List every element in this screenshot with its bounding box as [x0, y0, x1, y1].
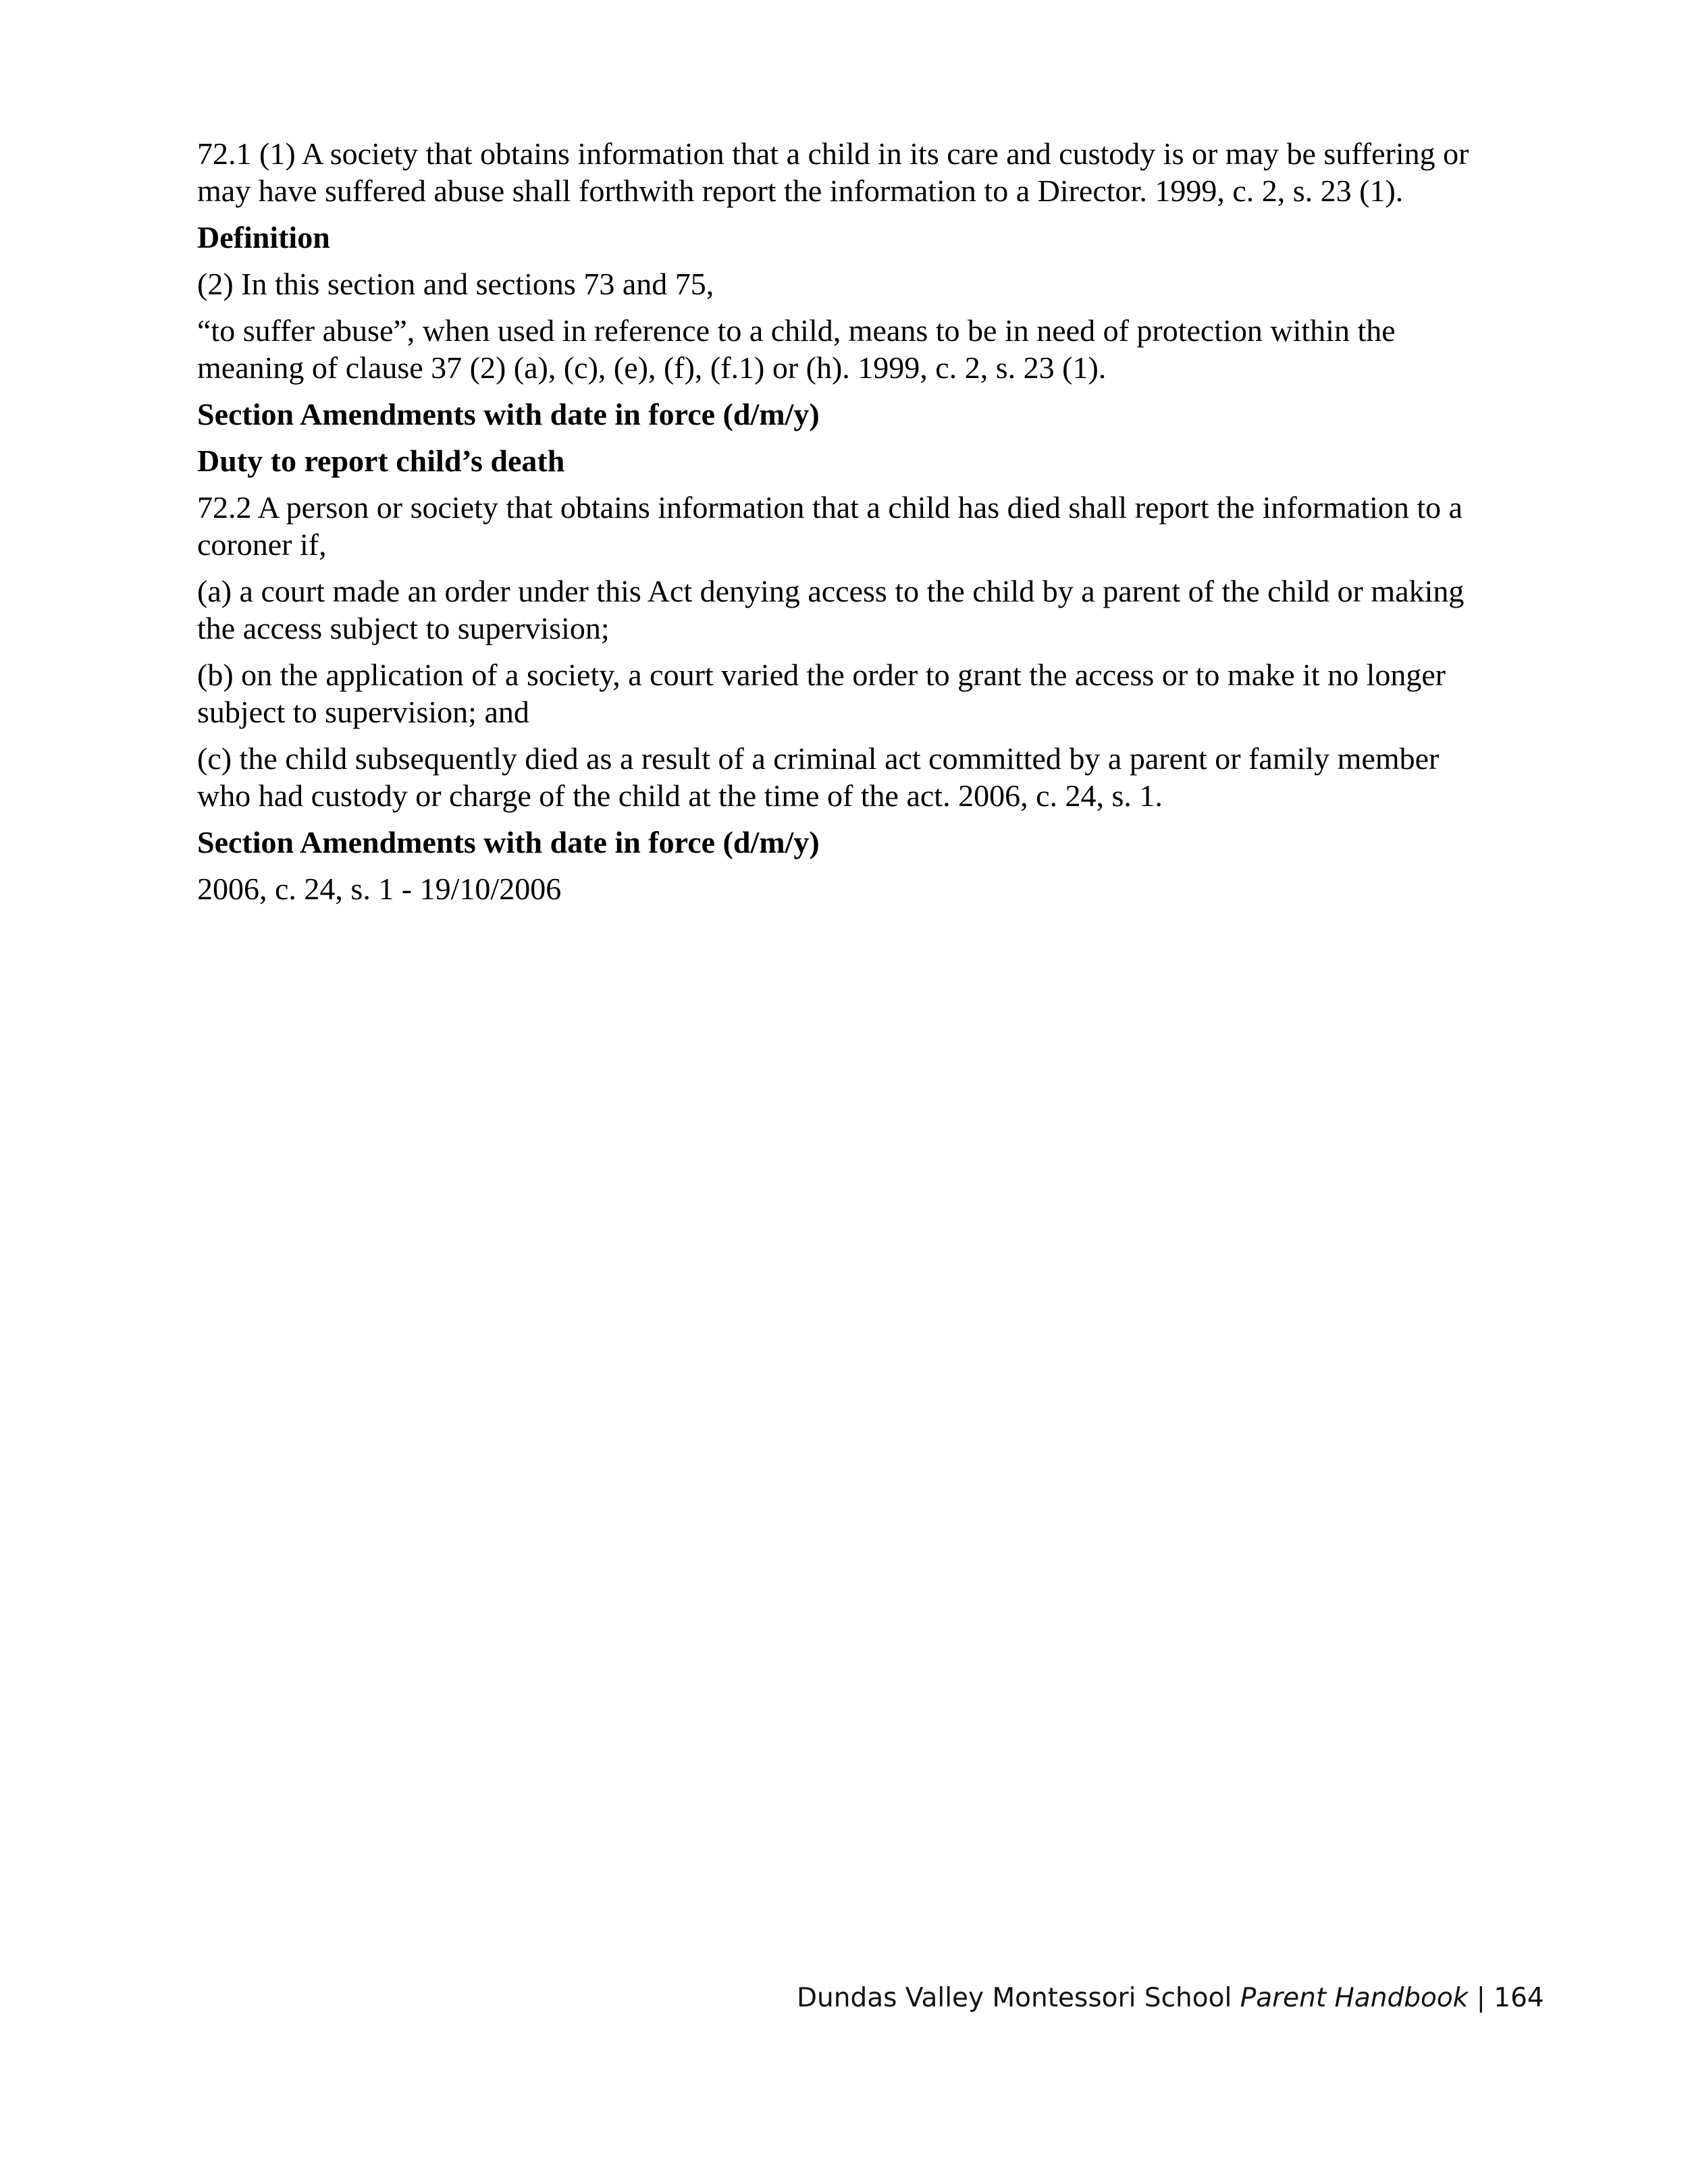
footer-handbook-title: Parent Handbook [1240, 1983, 1469, 2013]
clause-c-text: (c) the child subsequently died as a result of a criminal act committed by a parent or family member who had custody or charge of the child at the time of the act. 2006, c. 24, s. 1. [197, 741, 1440, 813]
definition-intro-text: (2) In this section and sections 73 and 75, [197, 267, 714, 301]
clause-b-text: (b) on the application of a society, a court varied the order to grant the access or to make it no longer subject to supervision; and [197, 658, 1446, 729]
page-footer [797, 1981, 1544, 2015]
footer-school-name: Dundas Valley Montessori School [797, 1983, 1232, 2013]
section-72-1-text: 72.1 (1) A society that obtains information that a child in its care and custody is or may be suffering or may have suffered abuse shall forthwith report the information to a Director. 1999, c. 2, s. 23 (1). [197, 136, 1469, 208]
definition-heading: Definition [197, 220, 330, 255]
footer-page-number: 164 [1494, 1983, 1544, 2013]
footer-separator: | [1476, 1983, 1485, 2013]
suffer-abuse-definition-text: “to suffer abuse”, when used in reference to a child, means to be in need of protection within the meaning of clause 37 (2) (a), (c), (e), (f), (f.1) or (h). 1999, c. 2, s. 23 (1). [197, 313, 1396, 385]
amendment-entry-text: 2006, c. 24, s. 1 - 19/10/2006 [197, 872, 562, 906]
document-body [197, 135, 1500, 917]
section-72-2-text: 72.2 A person or society that obtains information that a child has died shall report the information to a coroner if, [197, 490, 1463, 562]
clause-a-text: (a) a court made an order under this Act denying access to the child by a parent of the child or making the access subject to supervision; [197, 574, 1465, 645]
section-amendments-heading-2: Section Amendments with date in force (d/m/y) [197, 825, 820, 859]
duty-to-report-heading: Duty to report child’s death [197, 444, 565, 478]
section-amendments-heading: Section Amendments with date in force (d/m/y) [197, 397, 820, 431]
